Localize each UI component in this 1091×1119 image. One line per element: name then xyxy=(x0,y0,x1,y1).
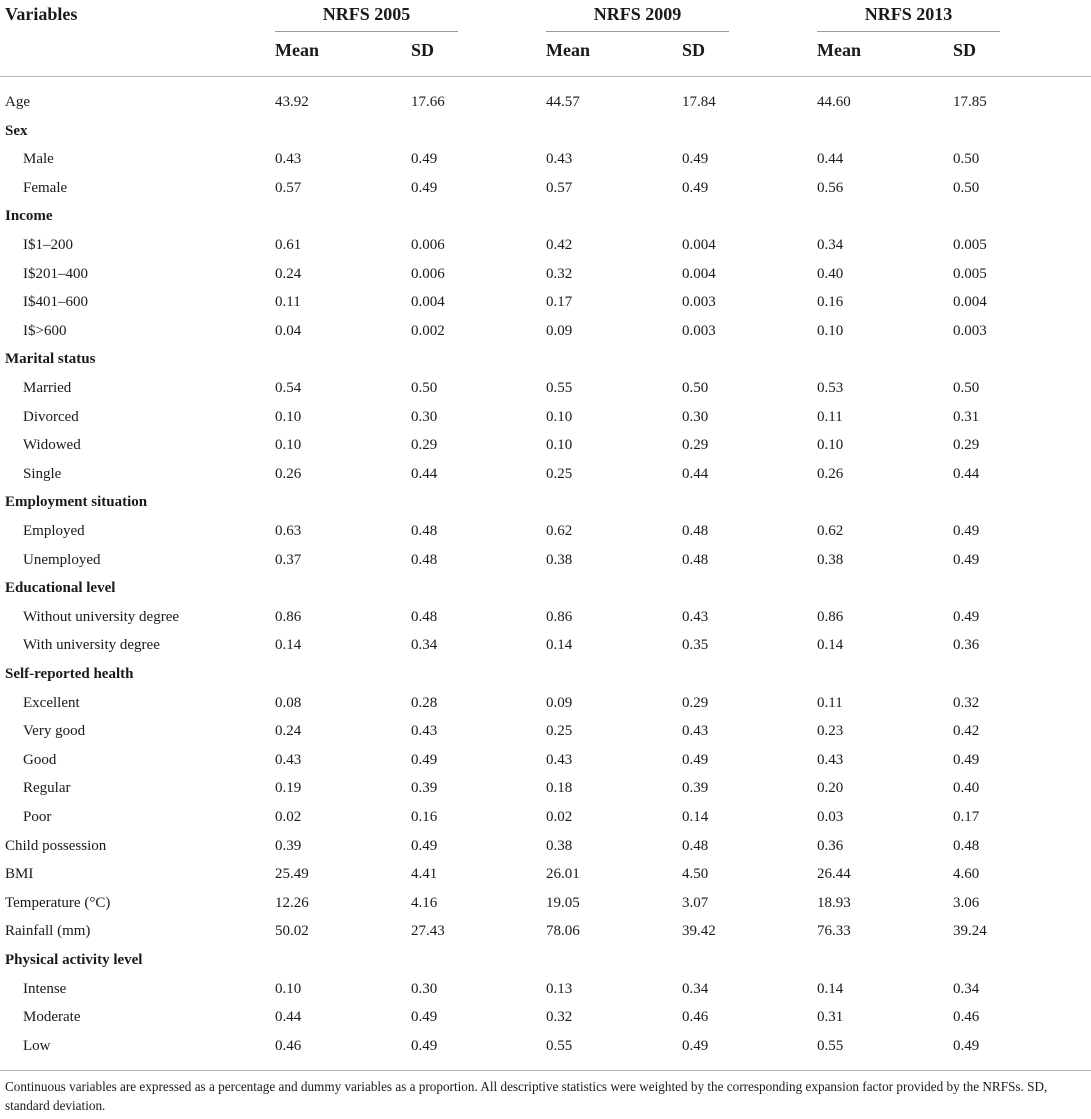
table-row xyxy=(0,317,1091,345)
mean-cell: 0.55 xyxy=(817,1037,844,1054)
sd-cell: 0.003 xyxy=(953,322,987,339)
header-group-2005: NRFS 2005 xyxy=(322,4,411,24)
section-label: Sex xyxy=(5,122,28,139)
sd-cell: 0.34 xyxy=(411,637,438,654)
table-row xyxy=(0,917,1091,945)
sd-cell: 0.006 xyxy=(411,237,445,253)
sd-cell: 0.49 xyxy=(411,751,438,768)
sd-cell: 0.49 xyxy=(953,608,980,625)
mean-cell: 19.05 xyxy=(546,894,580,911)
header-sd-2009: SD xyxy=(682,40,706,60)
sd-cell: 39.42 xyxy=(682,923,716,940)
sd-cell: 0.003 xyxy=(682,294,716,311)
table-row xyxy=(0,546,1091,574)
mean-cell: 0.57 xyxy=(275,179,302,196)
table-row xyxy=(0,231,1091,259)
mean-cell: 0.03 xyxy=(817,809,844,825)
table-row xyxy=(0,689,1091,717)
sd-cell: 0.50 xyxy=(953,380,980,396)
mean-cell: 25.49 xyxy=(275,866,309,883)
sd-cell: 0.29 xyxy=(953,437,980,454)
sd-cell: 0.48 xyxy=(682,837,709,854)
table-row xyxy=(0,517,1091,545)
section-row xyxy=(0,488,1091,516)
sd-cell: 0.30 xyxy=(682,408,709,425)
sd-cell: 0.29 xyxy=(682,437,709,454)
sd-cell: 4.60 xyxy=(953,866,980,883)
header-group-2013: NRFS 2013 xyxy=(864,4,953,24)
header-variables: Variables xyxy=(5,4,78,24)
sd-cell: 4.50 xyxy=(682,866,709,883)
mean-cell: 0.57 xyxy=(546,179,573,196)
mean-cell: 0.34 xyxy=(817,237,844,253)
sd-cell: 0.40 xyxy=(953,780,980,797)
sd-cell: 0.48 xyxy=(682,523,709,539)
sd-cell: 0.003 xyxy=(682,322,716,339)
table-row xyxy=(0,717,1091,745)
sd-cell: 3.06 xyxy=(953,894,980,911)
sd-cell: 0.004 xyxy=(953,294,987,311)
sd-cell: 0.46 xyxy=(682,1009,709,1026)
row-label: I$401–600 xyxy=(23,294,88,311)
table-row xyxy=(0,460,1091,488)
sd-cell: 0.44 xyxy=(953,465,980,482)
section-row xyxy=(0,574,1091,602)
sd-cell: 17.84 xyxy=(682,94,716,110)
section-row xyxy=(0,660,1091,688)
mean-cell: 0.38 xyxy=(546,551,573,568)
sd-cell: 0.49 xyxy=(953,751,980,768)
mean-cell: 0.24 xyxy=(275,265,302,282)
sd-cell: 0.49 xyxy=(411,151,438,168)
mean-cell: 0.09 xyxy=(546,694,573,711)
sd-cell: 0.005 xyxy=(953,265,987,282)
mean-cell: 0.18 xyxy=(546,780,573,797)
mean-cell: 0.38 xyxy=(817,551,844,568)
mean-cell: 12.26 xyxy=(275,894,309,911)
mean-cell: 0.36 xyxy=(817,837,844,854)
row-label: Employed xyxy=(23,523,85,539)
mean-cell: 0.10 xyxy=(546,437,573,454)
sd-cell: 0.49 xyxy=(953,551,980,568)
mean-cell: 0.09 xyxy=(546,322,573,339)
sd-cell: 0.36 xyxy=(953,637,980,654)
row-label: I$>600 xyxy=(23,322,67,339)
sd-cell: 0.49 xyxy=(682,151,709,168)
mean-cell: 0.11 xyxy=(275,294,301,311)
sd-cell: 17.85 xyxy=(953,94,987,110)
table-row xyxy=(0,403,1091,431)
mean-cell: 0.02 xyxy=(546,809,573,825)
mean-cell: 44.60 xyxy=(817,94,851,110)
mean-cell: 0.24 xyxy=(275,723,302,740)
sd-cell: 0.49 xyxy=(682,1037,709,1054)
sd-cell: 0.50 xyxy=(953,151,980,168)
mean-cell: 0.10 xyxy=(275,408,302,425)
mean-cell: 0.26 xyxy=(817,465,844,482)
row-label: Married xyxy=(23,380,72,396)
row-label: Divorced xyxy=(23,408,79,425)
mean-cell: 0.14 xyxy=(275,637,302,654)
section-label: Income xyxy=(5,208,53,225)
sd-cell: 0.32 xyxy=(953,694,980,711)
sd-cell: 0.35 xyxy=(682,637,709,654)
group-underline-2009 xyxy=(546,31,729,32)
sd-cell: 0.39 xyxy=(411,780,438,797)
mean-cell: 0.04 xyxy=(275,322,302,339)
table-row xyxy=(0,774,1091,802)
mean-cell: 0.14 xyxy=(546,637,573,654)
sd-cell: 39.24 xyxy=(953,923,987,940)
sd-cell: 0.42 xyxy=(953,723,980,740)
sd-cell: 0.49 xyxy=(411,179,438,196)
mean-cell: 0.44 xyxy=(817,151,844,168)
mean-cell: 0.37 xyxy=(275,551,302,568)
header-group-2009: NRFS 2009 xyxy=(593,4,682,24)
sd-cell: 0.50 xyxy=(682,380,709,396)
mean-cell: 0.62 xyxy=(817,523,844,539)
header-rule xyxy=(0,76,1091,77)
sd-cell: 0.50 xyxy=(411,380,438,396)
table-row xyxy=(0,288,1091,316)
mean-cell: 0.43 xyxy=(546,751,573,768)
row-label: BMI xyxy=(5,866,34,883)
sd-cell: 0.34 xyxy=(682,980,709,997)
header-sd-2013: SD xyxy=(953,40,977,60)
mean-cell: 0.25 xyxy=(546,723,573,740)
mean-cell: 44.57 xyxy=(546,94,580,110)
row-label: Good xyxy=(23,751,57,768)
mean-cell: 0.54 xyxy=(275,380,302,396)
mean-cell: 0.16 xyxy=(817,294,844,311)
mean-cell: 0.11 xyxy=(817,408,843,425)
mean-cell: 0.10 xyxy=(817,437,844,454)
row-label: Female xyxy=(23,179,68,196)
table-row xyxy=(0,260,1091,288)
table-row xyxy=(0,803,1091,831)
table-row xyxy=(0,603,1091,631)
sd-cell: 0.46 xyxy=(953,1009,980,1026)
table-row xyxy=(0,860,1091,888)
mean-cell: 0.62 xyxy=(546,523,573,539)
mean-cell: 0.43 xyxy=(817,751,844,768)
mean-cell: 0.02 xyxy=(275,809,302,825)
mean-cell: 0.44 xyxy=(275,1009,302,1026)
mean-cell: 26.01 xyxy=(546,866,580,883)
mean-cell: 0.39 xyxy=(275,837,302,854)
mean-cell: 0.17 xyxy=(546,294,573,311)
mean-cell: 0.40 xyxy=(817,265,844,282)
sd-cell: 0.29 xyxy=(411,437,438,454)
sd-cell: 0.49 xyxy=(411,1037,438,1054)
mean-cell: 78.06 xyxy=(546,923,580,940)
mean-cell: 0.61 xyxy=(275,237,302,253)
mean-cell: 0.11 xyxy=(817,694,843,711)
sd-cell: 0.17 xyxy=(953,809,980,825)
mean-cell: 0.43 xyxy=(275,751,302,768)
mean-cell: 26.44 xyxy=(817,866,851,883)
sd-cell: 4.41 xyxy=(411,866,438,883)
sd-cell: 3.07 xyxy=(682,894,709,911)
row-label: Low xyxy=(23,1037,51,1054)
section-label: Self-reported health xyxy=(5,666,134,682)
row-label: Single xyxy=(23,465,62,482)
sd-cell: 0.004 xyxy=(682,237,716,253)
sd-cell: 0.49 xyxy=(953,523,980,539)
section-row xyxy=(0,202,1091,230)
mean-cell: 0.38 xyxy=(546,837,573,854)
mean-cell: 0.14 xyxy=(817,637,844,654)
header-mean-2009: Mean xyxy=(546,40,590,60)
section-row xyxy=(0,117,1091,145)
table-row xyxy=(0,1032,1091,1060)
table-row xyxy=(0,174,1091,202)
mean-cell: 0.46 xyxy=(275,1037,302,1054)
row-label: Rainfall (mm) xyxy=(5,923,91,940)
sd-cell: 0.49 xyxy=(682,179,709,196)
mean-cell: 0.86 xyxy=(817,608,844,625)
mean-cell: 0.56 xyxy=(817,179,844,196)
mean-cell: 0.42 xyxy=(546,237,573,253)
table-row xyxy=(0,832,1091,860)
mean-cell: 0.32 xyxy=(546,1009,573,1026)
sd-cell: 0.39 xyxy=(682,780,709,797)
mean-cell: 0.23 xyxy=(817,723,844,740)
mean-cell: 43.92 xyxy=(275,94,309,110)
mean-cell: 0.14 xyxy=(817,980,844,997)
mean-cell: 0.10 xyxy=(275,980,302,997)
sd-cell: 0.44 xyxy=(682,465,709,482)
table-row xyxy=(0,746,1091,774)
table-row xyxy=(0,431,1091,459)
mean-cell: 0.10 xyxy=(817,322,844,339)
sd-cell: 0.28 xyxy=(411,694,438,711)
row-label: Unemployed xyxy=(23,551,101,568)
row-label: Widowed xyxy=(23,437,81,454)
table-row xyxy=(0,374,1091,402)
sd-cell: 0.49 xyxy=(411,837,438,854)
row-label: Without university degree xyxy=(23,608,180,625)
table-row xyxy=(0,1003,1091,1031)
sd-cell: 0.48 xyxy=(682,551,709,568)
sd-cell: 4.16 xyxy=(411,894,438,911)
table-row xyxy=(0,975,1091,1003)
mean-cell: 0.25 xyxy=(546,465,573,482)
row-label: Age xyxy=(5,94,30,110)
mean-cell: 0.86 xyxy=(546,608,573,625)
table-row xyxy=(0,88,1091,116)
sd-cell: 27.43 xyxy=(411,923,445,940)
bottom-rule xyxy=(0,1070,1091,1071)
sd-cell: 0.31 xyxy=(953,408,980,425)
row-label: I$1–200 xyxy=(23,237,73,253)
header-mean-2013: Mean xyxy=(817,40,861,60)
mean-cell: 0.20 xyxy=(817,780,844,797)
table-row xyxy=(0,889,1091,917)
table-row xyxy=(0,631,1091,659)
mean-cell: 0.43 xyxy=(546,151,573,168)
mean-cell: 0.10 xyxy=(546,408,573,425)
mean-cell: 0.31 xyxy=(817,1009,844,1026)
mean-cell: 76.33 xyxy=(817,923,851,940)
group-underline-2013 xyxy=(817,31,1000,32)
sd-cell: 0.43 xyxy=(411,723,438,740)
mean-cell: 0.10 xyxy=(275,437,302,454)
mean-cell: 0.55 xyxy=(546,380,573,396)
sd-cell: 0.004 xyxy=(682,265,716,282)
row-label: Temperature (°C) xyxy=(5,894,111,911)
sd-cell: 0.30 xyxy=(411,408,438,425)
mean-cell: 0.13 xyxy=(546,980,573,997)
sd-cell: 0.48 xyxy=(411,551,438,568)
sd-cell: 0.49 xyxy=(411,1009,438,1026)
sd-cell: 0.48 xyxy=(411,608,438,625)
mean-cell: 0.86 xyxy=(275,608,302,625)
mean-cell: 0.55 xyxy=(546,1037,573,1054)
mean-cell: 0.53 xyxy=(817,380,844,396)
header-sd-2005: SD xyxy=(411,40,435,60)
sd-cell: 0.004 xyxy=(411,294,445,311)
section-label: Employment situation xyxy=(5,494,148,511)
section-row xyxy=(0,946,1091,974)
mean-cell: 0.32 xyxy=(546,265,573,282)
sd-cell: 0.49 xyxy=(953,1037,980,1054)
mean-cell: 0.26 xyxy=(275,465,302,482)
mean-cell: 18.93 xyxy=(817,894,851,911)
sd-cell: 0.30 xyxy=(411,980,438,997)
sd-cell: 0.16 xyxy=(411,809,438,825)
header-mean-2005: Mean xyxy=(275,40,319,60)
sd-cell: 0.005 xyxy=(953,237,987,253)
row-label: Very good xyxy=(23,723,86,740)
group-underline-2005 xyxy=(275,31,458,32)
row-label: Regular xyxy=(23,780,71,797)
sd-cell: 0.002 xyxy=(411,322,445,339)
mean-cell: 0.43 xyxy=(275,151,302,168)
mean-cell: 0.08 xyxy=(275,694,302,711)
mean-cell: 50.02 xyxy=(275,923,309,940)
section-row xyxy=(0,345,1091,373)
row-label: I$201–400 xyxy=(23,265,88,282)
sd-cell: 17.66 xyxy=(411,94,445,110)
row-label: Excellent xyxy=(23,694,80,711)
row-label: Intense xyxy=(23,980,67,997)
row-label: With university degree xyxy=(23,637,160,654)
sd-cell: 0.14 xyxy=(682,809,709,825)
table-footnote: Continuous variables are expressed as a percentage and dummy variables as a proportion. All descriptive statistics were weighted by the corresponding expansion factor provided by the NRFSs. SD, standard deviation. xyxy=(5,1079,1048,1113)
row-label: Male xyxy=(23,151,54,168)
sd-cell: 0.49 xyxy=(682,751,709,768)
sd-cell: 0.44 xyxy=(411,465,438,482)
row-label: Moderate xyxy=(23,1009,81,1026)
sd-cell: 0.006 xyxy=(411,265,445,282)
row-label: Poor xyxy=(23,809,52,825)
sd-cell: 0.29 xyxy=(682,694,709,711)
sd-cell: 0.50 xyxy=(953,179,980,196)
table-row xyxy=(0,145,1091,173)
sd-cell: 0.48 xyxy=(411,523,438,539)
row-label: Child possession xyxy=(5,837,107,854)
section-label: Marital status xyxy=(5,351,96,368)
sd-cell: 0.43 xyxy=(682,608,709,625)
section-label: Educational level xyxy=(5,580,116,597)
mean-cell: 0.19 xyxy=(275,780,302,797)
sd-cell: 0.43 xyxy=(682,723,709,740)
sd-cell: 0.48 xyxy=(953,837,980,854)
sd-cell: 0.34 xyxy=(953,980,980,997)
mean-cell: 0.63 xyxy=(275,523,302,539)
section-label: Physical activity level xyxy=(5,952,143,968)
